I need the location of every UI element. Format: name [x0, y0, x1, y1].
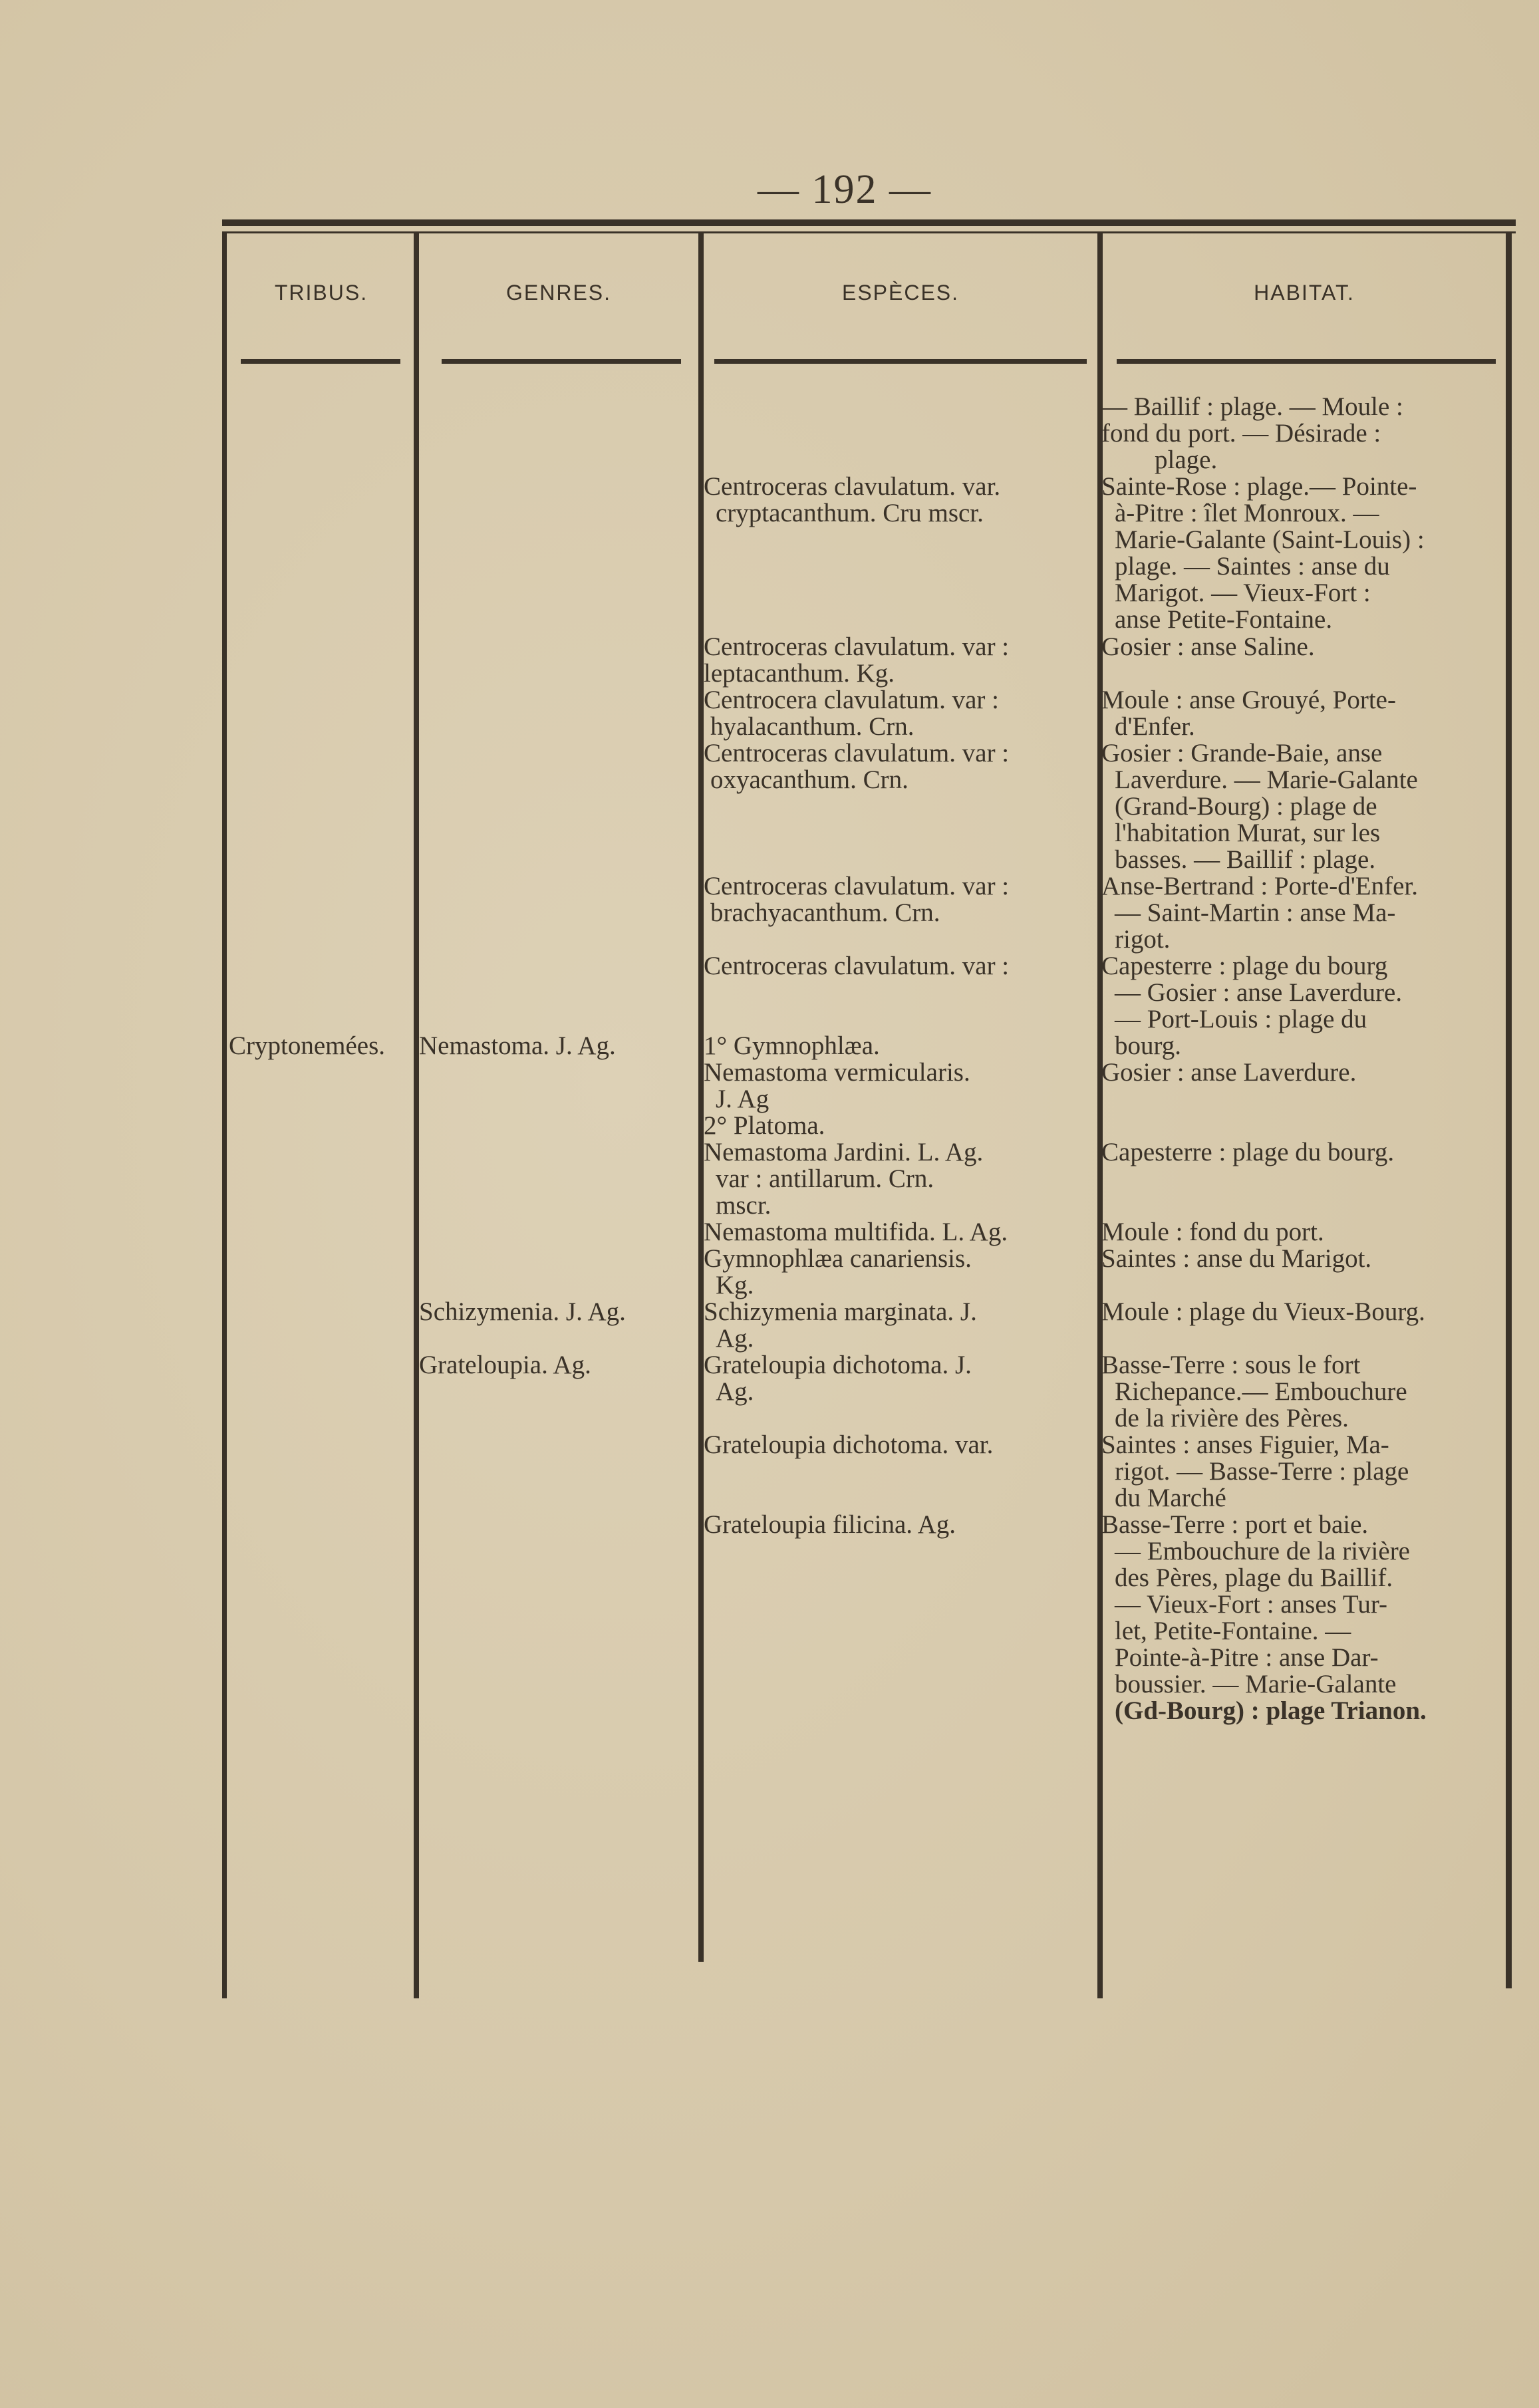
species-line: cryptacanthum. Cru mscr. [716, 499, 984, 527]
genus-entry: Nemastoma. J. Ag. [419, 1031, 616, 1060]
habitat-line: — Baillif : plage. — Moule : [1101, 392, 1403, 421]
species-line: 2° Platoma. [704, 1111, 825, 1140]
habitat-line: des Pères, plage du Baillif. [1115, 1563, 1393, 1592]
habitat-entry [1101, 1219, 1507, 1246]
species-line: Gymnophlæa canariensis. [704, 1244, 972, 1273]
species-entry [704, 1299, 977, 1352]
habitat-line: bourg. [1115, 1031, 1182, 1060]
page-number: — 192 — [758, 167, 932, 212]
habitat-line: Basse-Terre : port et baie. [1101, 1510, 1369, 1539]
species-entry [704, 1059, 970, 1113]
species-line: Centroceras clavulatum. var : [704, 739, 1010, 767]
species-line: Nemastoma Jardini. L. Ag. [704, 1138, 984, 1166]
species-line: J. Ag [716, 1085, 770, 1113]
species-line: Nemastoma multifida. L. Ag. [704, 1218, 1008, 1246]
species-entry [704, 1432, 993, 1458]
habitat-line: — Vieux-Fort : anses Tur- [1115, 1590, 1388, 1619]
header-rule-especes [714, 359, 1087, 364]
habitat-entry [1101, 473, 1507, 633]
species-line: Nemastoma vermicularis. [704, 1058, 970, 1087]
header-rule-habitat [1117, 359, 1496, 364]
species-line: Centroceras clavulatum. var. [704, 472, 1001, 501]
habitat-line: Saintes : anse du Marigot. [1101, 1244, 1372, 1273]
species-entry [704, 634, 1009, 687]
header-rule-genres [442, 359, 681, 364]
genus-entry: Schizymenia. J. Ag. [419, 1297, 626, 1326]
table-left-border [222, 233, 227, 1998]
habitat-line: Gosier : Grande-Baie, anse [1101, 739, 1383, 767]
species-line: Schizymenia marginata. J. [704, 1297, 977, 1326]
habitat-entry [1101, 1059, 1507, 1086]
habitat-entry [1101, 873, 1507, 953]
habitat-line: (Grand-Bourg) : plage de [1115, 792, 1377, 821]
habitat-line: plage. [1155, 446, 1218, 474]
habitat-line: — Embouchure de la rivière [1115, 1537, 1410, 1565]
habitat-line: Richepance.— Embouchure [1115, 1377, 1407, 1406]
habitat-line: basses. — Baillif : plage. [1115, 845, 1376, 874]
header-rule-tribus [241, 359, 400, 364]
habitat-line: Capesterre : plage du bourg [1101, 952, 1388, 980]
habitat-line: Sainte-Rose : plage.— Pointe- [1101, 472, 1417, 501]
habitat-line: rigot. — Basse-Terre : plage [1115, 1457, 1409, 1486]
species-line: Grateloupia dichotoma. J. [704, 1351, 972, 1379]
species-entry [704, 687, 999, 740]
species-line: 1° Gymnophlæa. [704, 1031, 880, 1060]
genus-entry: Grateloupia. Ag. [419, 1351, 591, 1379]
header-habitat: HABITAT. [1254, 281, 1355, 305]
habitat-line: Anse-Bertrand : Porte-d'Enfer. [1101, 872, 1418, 900]
habitat-line: l'habitation Murat, sur les [1115, 819, 1381, 847]
habitat-line: rigot. [1115, 925, 1171, 954]
column-divider-1 [414, 233, 419, 1998]
habitat-entry [1101, 634, 1507, 660]
habitat-entry [1101, 1139, 1507, 1166]
species-entry [704, 1033, 880, 1059]
habitat-entry [1101, 1432, 1507, 1512]
habitat-line: Gosier : anse Laverdure. [1101, 1058, 1357, 1087]
habitat-line: — Saint-Martin : anse Ma- [1115, 898, 1396, 927]
species-line: Ag. [716, 1377, 754, 1406]
header-especes: ESPÈCES. [841, 281, 960, 305]
habitat-entry [1101, 394, 1507, 473]
habitat-entry [1101, 1299, 1507, 1325]
habitat-entry [1101, 1352, 1507, 1432]
habitat-line: let, Petite-Fontaine. — [1115, 1617, 1351, 1645]
habitat-line: Moule : fond du port. [1101, 1218, 1324, 1246]
habitat-entry [1101, 687, 1507, 740]
species-line: leptacanthum. Kg. [704, 659, 895, 688]
tribe-entry: Cryptonemées. [229, 1031, 386, 1060]
habitat-line: Marie-Galante (Saint-Louis) : [1115, 525, 1425, 554]
habitat-line: anse Petite-Fontaine. [1115, 605, 1333, 634]
species-entry [704, 1512, 956, 1538]
species-entry [704, 1352, 972, 1405]
species-line: Grateloupia dichotoma. var. [704, 1430, 994, 1459]
habitat-line: de la rivière des Pères. [1115, 1404, 1349, 1432]
species-line: Centrocera clavulatum. var : [704, 686, 999, 714]
habitat-line: fond du port. — Désirade : [1101, 419, 1381, 448]
habitat-line: Laverdure. — Marie-Galante [1115, 765, 1418, 794]
species-line: oxyacanthum. Crn. [710, 765, 909, 794]
algae-table [222, 219, 1516, 2002]
habitat-line: Pointe-à-Pitre : anse Dar- [1115, 1643, 1379, 1672]
habitat-line: du Marché [1115, 1484, 1226, 1512]
habitat-line: — Port-Louis : plage du [1115, 1005, 1367, 1033]
table-top-border [222, 219, 1516, 226]
habitat-line: — Gosier : anse Laverdure. [1115, 978, 1403, 1007]
habitat-line: (Gd-Bourg) : plage Trianon. [1115, 1696, 1427, 1725]
species-line: hyalacanthum. Crn. [710, 712, 914, 741]
header-tribus: TRIBUS. [274, 281, 368, 305]
habitat-entry [1101, 1512, 1507, 1724]
species-line: mscr. [716, 1191, 771, 1220]
habitat-line: d'Enfer. [1115, 712, 1195, 741]
species-entry [704, 1219, 1008, 1246]
habitat-line: Gosier : anse Saline. [1101, 632, 1315, 661]
habitat-line: Marigot. — Vieux-Fort : [1115, 579, 1371, 607]
species-line: var : antillarum. Crn. [716, 1164, 934, 1193]
species-line: Centroceras clavulatum. var : [704, 952, 1010, 980]
species-entry [704, 1113, 825, 1139]
species-entry [704, 473, 1000, 527]
species-line: Centroceras clavulatum. var : [704, 872, 1010, 900]
species-entry [704, 740, 1009, 793]
habitat-line: à-Pitre : îlet Monroux. — [1115, 499, 1379, 527]
habitat-line: Moule : plage du Vieux-Bourg. [1101, 1297, 1425, 1326]
column-divider-2 [698, 233, 704, 1962]
habitat-entry [1101, 740, 1507, 873]
habitat-line: Saintes : anses Figuier, Ma- [1101, 1430, 1389, 1459]
habitat-line: Moule : anse Grouyé, Porte- [1101, 686, 1396, 714]
habitat-entry [1101, 1246, 1507, 1272]
habitat-entry [1101, 953, 1507, 1059]
species-entry [704, 873, 1009, 926]
habitat-line: boussier. — Marie-Galante [1115, 1670, 1397, 1698]
species-line: brachyacanthum. Crn. [710, 898, 940, 927]
header-genres: GENRES. [505, 281, 612, 305]
species-entry [704, 953, 1009, 980]
habitat-line: Basse-Terre : sous le fort [1101, 1351, 1361, 1379]
species-entry [704, 1139, 983, 1219]
habitat-line: plage. — Saintes : anse du [1115, 552, 1390, 581]
species-entry [704, 1246, 972, 1299]
species-line: Grateloupia filicina. Ag. [704, 1510, 956, 1539]
habitat-line: Capesterre : plage du bourg. [1101, 1138, 1395, 1166]
species-line: Ag. [716, 1324, 754, 1353]
species-line: Centroceras clavulatum. var : [704, 632, 1010, 661]
species-line: Kg. [716, 1271, 754, 1299]
